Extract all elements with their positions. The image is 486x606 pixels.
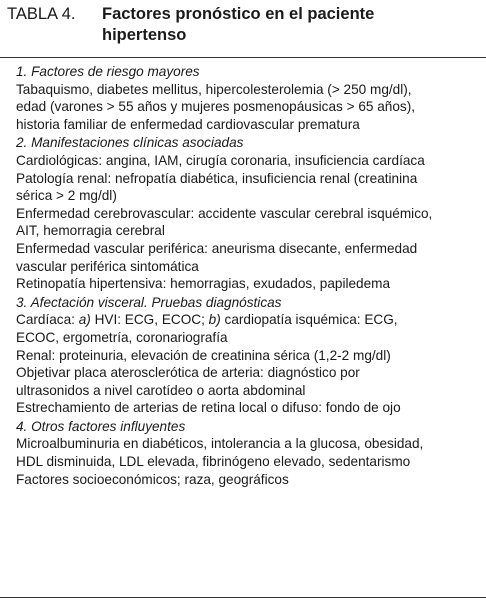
list-item [16,311,482,346]
entry-line: sérica > 2 mg/dl) [16,188,117,204]
list-item [16,240,482,275]
list-item [16,364,482,399]
section-3 [16,294,482,417]
entry-line: Patología renal: nefropatía diabética, insuficiencia renal (creatinina [16,170,418,186]
entry-line: ultrasonidos a nivel carotídeo o aorta abdominal [16,382,306,398]
section-1 [16,63,482,133]
entry-line: historia familiar de enfermedad cardiovascular prematura [16,116,360,132]
section-heading: 3. Afectación visceral. Pruebas diagnósticas [16,294,282,310]
list-item [16,205,482,240]
list-item [16,152,482,170]
table-label: TABLA 4. [7,5,76,23]
list-item [16,471,482,489]
table-title: Factores pronóstico en el paciente hipertenso [102,5,375,44]
list-item [16,275,482,293]
section-heading: 4. Otros factores influyentes [16,418,186,434]
entry-line: Enfermedad cerebrovascular: accidente vascular cerebral isquémico, [16,205,433,221]
entry-line: Cardíaca: a) HVI: ECG, ECOC; b) cardiopatía isquémica: ECG, [16,312,398,328]
entry-line: ECOC, ergometría, coronariografía [16,329,228,345]
entry-line: Tabaquismo, diabetes mellitus, hipercolesterolemia (> 250 mg/dl), [16,81,412,97]
section-heading: 1. Factores de riesgo mayores [16,64,200,79]
entry-line: Enfermedad vascular periférica: aneurisma disecante, enfermedad [16,240,418,256]
section-4 [16,418,482,488]
entry-line: HDL disminuida, LDL elevada, fibrinógeno elevado, sedentarismo [16,454,411,470]
section-heading: 2. Manifestaciones clínicas asociadas [16,135,244,151]
entry-line: Objetivar placa aterosclerótica de arteria: diagnóstico por [16,365,360,381]
list-item [16,347,482,365]
entry-line: Factores socioeconómicos; raza, geográficos [16,471,289,487]
list-item [16,435,482,470]
list-item [16,81,482,134]
bottom-rule [0,597,486,598]
entry-line: AIT, hemorragia cerebral [16,223,165,239]
entry-line: Renal: proteinuria, elevación de creatinina sérica (1,2-2 mg/dl) [16,347,391,363]
entry-line: vascular periférica sintomática [16,258,199,274]
entry-line: edad (varones > 55 años y mujeres posmenopáusicas > 65 años), [16,99,415,115]
entry-line: Retinopatía hipertensiva: hemorragias, exudados, papiledema [16,276,391,292]
entry-line: Estrechamiento de arterias de retina local o difuso: fondo de ojo [16,400,401,416]
entry-line: Cardiológicas: angina, IAM, cirugía coronaria, insuficiencia cardíaca [16,152,425,168]
table-body [16,63,482,488]
top-rule [0,57,486,58]
list-item [16,170,482,205]
list-item [16,399,482,417]
section-2 [16,134,482,292]
entry-line: Microalbuminuria en diabéticos, intolerancia a la glucosa, obesidad, [16,436,424,452]
